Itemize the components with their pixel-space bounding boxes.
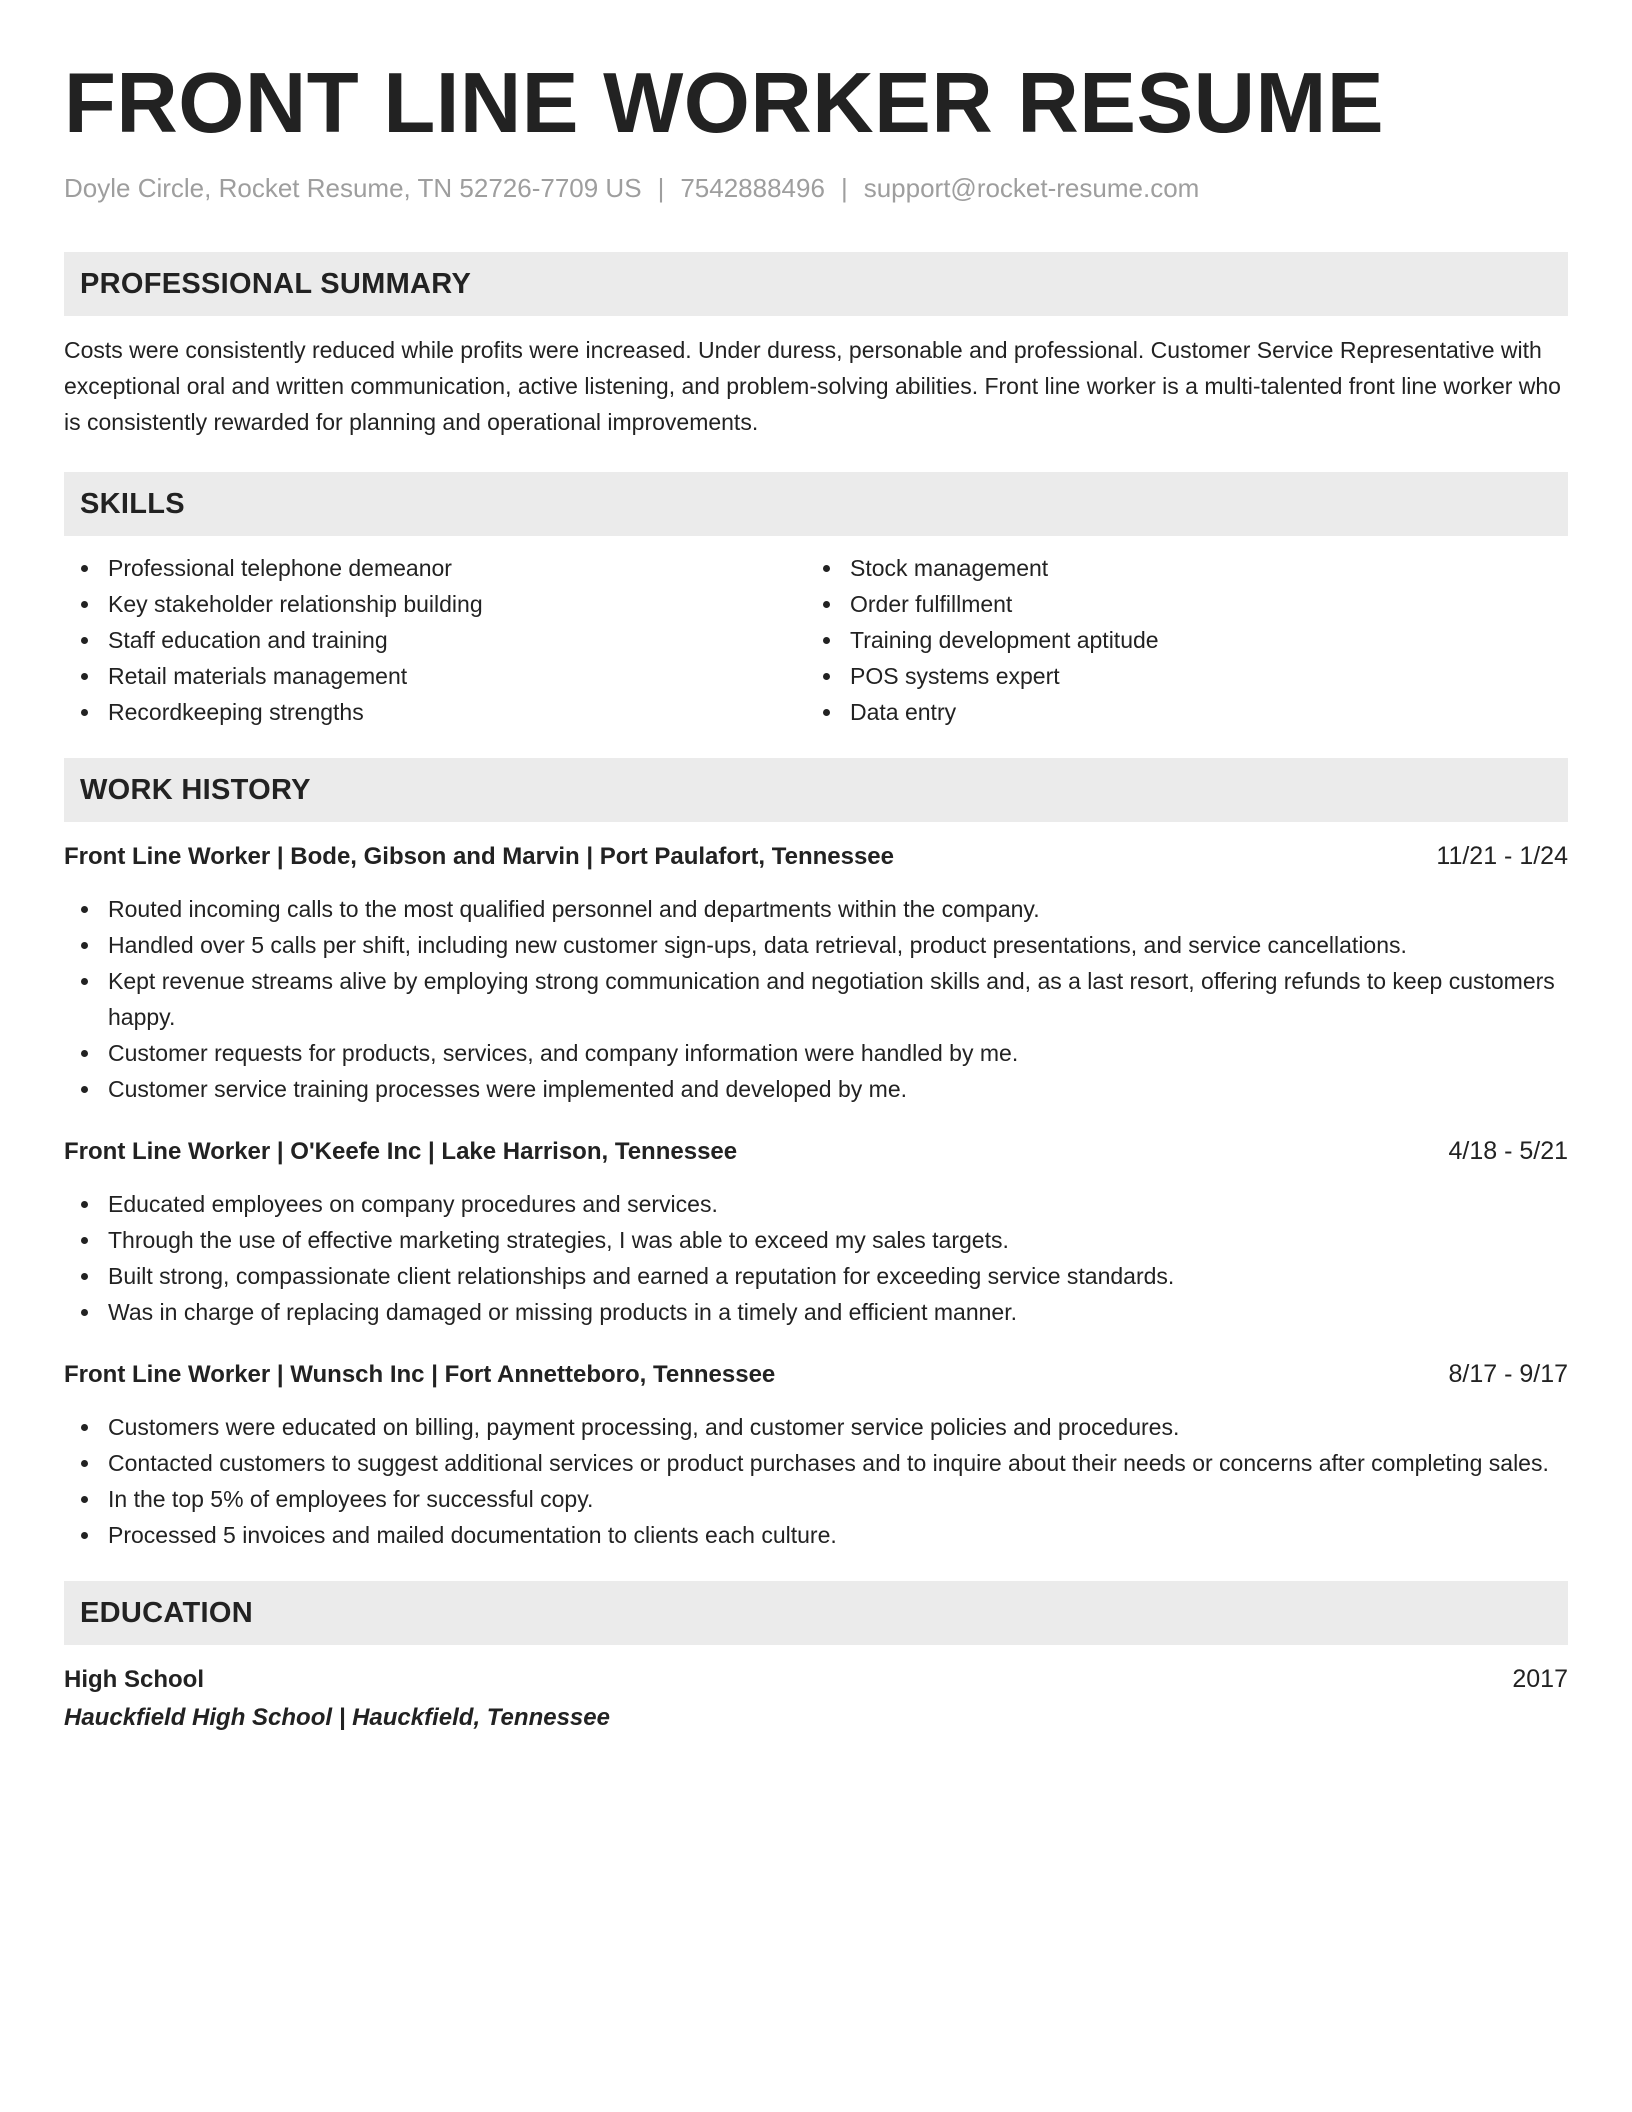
job-bullet: Built strong, compassionate client relationships and earned a reputation for exceeding service standards. <box>64 1258 1568 1294</box>
job-bullet: Through the use of effective marketing strategies, I was able to exceed my sales targets. <box>64 1222 1568 1258</box>
skill-item: Professional telephone demeanor <box>64 550 806 586</box>
contact-separator: | <box>840 173 848 203</box>
job-bullet: Contacted customers to suggest additional services or product purchases and to inquire about their needs or concerns after completing sales. <box>64 1445 1568 1481</box>
skill-item: Order fulfillment <box>806 586 1548 622</box>
job-bullet: In the top 5% of employees for successful copy. <box>64 1481 1568 1517</box>
skill-item: Stock management <box>806 550 1548 586</box>
contact-phone: 7542888496 <box>680 173 825 203</box>
job-header <box>64 1356 1568 1393</box>
job-entry <box>64 1356 1568 1553</box>
job-bullets <box>64 1186 1568 1330</box>
job-dates: 4/18 - 5/21 <box>1448 1137 1568 1165</box>
job-dates: 8/17 - 9/17 <box>1448 1360 1568 1388</box>
contact-address: Doyle Circle, Rocket Resume, TN 52726-7709 US <box>64 173 642 203</box>
skill-item: POS systems expert <box>806 658 1548 694</box>
job-title: Front Line Worker | O'Keefe Inc | Lake Harrison, Tennessee <box>64 1138 738 1165</box>
job-bullet: Was in charge of replacing damaged or missing products in a timely and efficient manner. <box>64 1294 1568 1330</box>
job-title: Front Line Worker | Bode, Gibson and Marvin | Port Paulafort, Tennessee <box>64 843 895 870</box>
skill-item: Data entry <box>806 694 1548 730</box>
job-title: Front Line Worker | Wunsch Inc | Fort Annetteboro, Tennessee <box>64 1361 776 1388</box>
job-header <box>64 1133 1568 1170</box>
job-bullet: Customer service training processes were implemented and developed by me. <box>64 1071 1568 1107</box>
skills-columns <box>64 550 1568 730</box>
resume-title: FRONT LINE WORKER RESUME <box>64 56 1385 151</box>
job-header <box>64 838 1568 875</box>
skills-right-column <box>806 550 1548 730</box>
job-bullet: Handled over 5 calls per shift, including new customer sign-ups, data retrieval, product presentations, and service cancellations. <box>64 927 1568 963</box>
skill-item: Training development aptitude <box>806 622 1548 658</box>
section-heading-work-history: WORK HISTORY <box>64 758 1568 822</box>
contact-email: support@rocket-resume.com <box>863 173 1200 203</box>
job-bullet: Routed incoming calls to the most qualified personnel and departments within the company. <box>64 891 1568 927</box>
education-entry <box>64 1661 1568 1738</box>
skills-left-column <box>64 550 806 730</box>
skill-item: Retail materials management <box>64 658 806 694</box>
section-heading-summary: PROFESSIONAL SUMMARY <box>64 252 1568 316</box>
job-entry <box>64 838 1568 1107</box>
job-bullets <box>64 891 1568 1107</box>
skill-item: Key stakeholder relationship building <box>64 586 806 622</box>
job-bullet: Processed 5 invoices and mailed documentation to clients each culture. <box>64 1517 1568 1553</box>
job-bullet: Customer requests for products, services, and company information were handled by me. <box>64 1035 1568 1071</box>
job-bullets <box>64 1409 1568 1553</box>
summary-text: Costs were consistently reduced while profits were increased. Under duress, personable and professional. Customer Service Representative with exceptional oral and written communication, active listening, and problem-solving abilities. Front line worker is a multi-talented front line worker who is consistently rewarded for planning and operational improvements. <box>64 337 1561 435</box>
job-bullet: Kept revenue streams alive by employing strong communication and negotiation skills and, as a last resort, offering refunds to keep customers happy. <box>64 963 1568 1035</box>
contact-separator: | <box>657 173 665 203</box>
education-header <box>64 1661 1568 1698</box>
job-bullet: Educated employees on company procedures and services. <box>64 1186 1568 1222</box>
education-year: 2017 <box>1512 1665 1568 1693</box>
education-degree: High School <box>64 1666 204 1693</box>
job-bullet: Customers were educated on billing, payment processing, and customer service policies and procedures. <box>64 1409 1568 1445</box>
section-heading-education: EDUCATION <box>64 1581 1568 1645</box>
contact-line <box>64 172 1568 204</box>
section-heading-skills: SKILLS <box>64 472 1568 536</box>
skill-item: Staff education and training <box>64 622 806 658</box>
job-dates: 11/21 - 1/24 <box>1436 842 1568 870</box>
skill-item: Recordkeeping strengths <box>64 694 806 730</box>
education-school: Hauckfield High School | Hauckfield, Tennessee <box>64 1704 610 1731</box>
job-entry <box>64 1133 1568 1330</box>
